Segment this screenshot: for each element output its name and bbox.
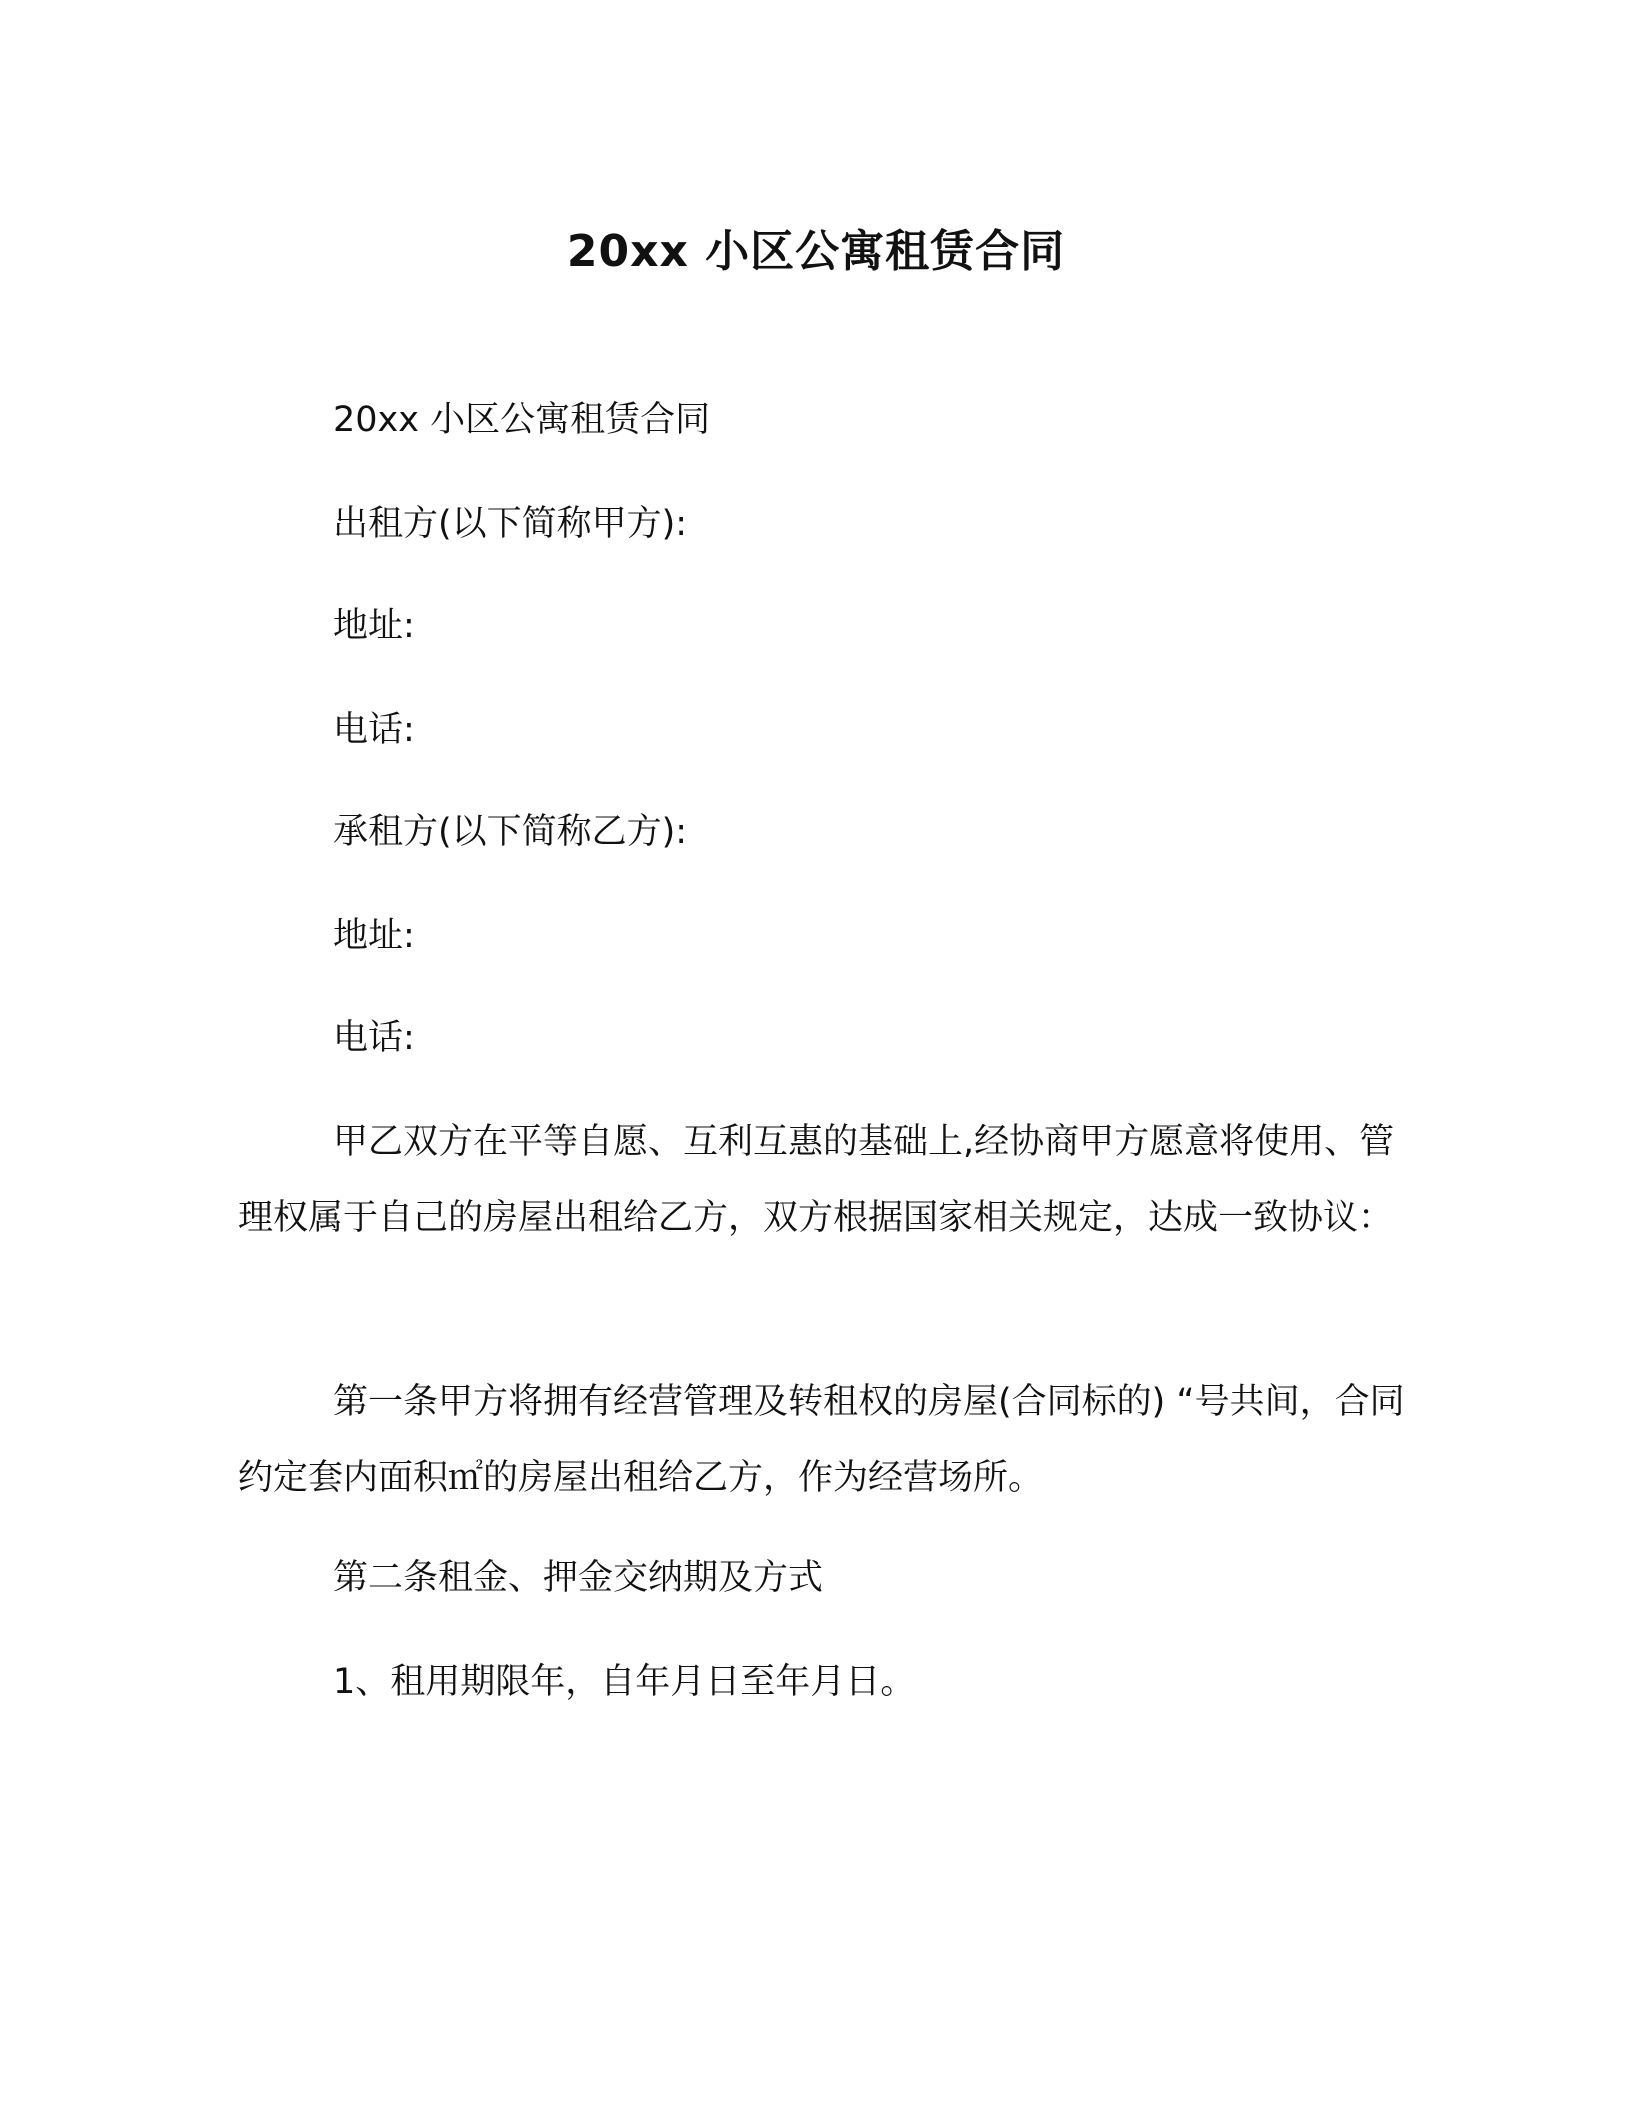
lessee-label: 承租方(以下简称乙方): [333,812,688,852]
lessor-phone-label: 电话: [333,710,415,750]
article-2-item-1: 1、租用期限年，自年月日至年月日。 [333,1662,916,1702]
article-1-paragraph: 第一条甲方将拥有经营管理及转租权的房屋(合同标的) “号共间，合同约定套内面积㎡的房屋出租给乙方，作为经营场所。 [238,1382,1405,1498]
lessee-phone-label: 电话: [333,1018,415,1058]
intro-paragraph: 甲乙双方在平等自愿、互利互惠的基础上,经协商甲方愿意将使用、管理权属于自己的房屋出租给乙方，双方根据国家相关规定，达成一致协议： [238,1122,1395,1238]
subtitle-line: 20xx 小区公寓租赁合同 [333,400,711,440]
document-title: 20xx 小区公寓租赁合同 [566,226,1066,277]
lessee-address-label: 地址: [333,916,415,956]
lessor-label: 出租方(以下简称甲方): [333,504,688,544]
lessor-address-label: 地址: [333,606,415,646]
article-2-heading: 第二条租金、押金交纳期及方式 [333,1558,824,1598]
